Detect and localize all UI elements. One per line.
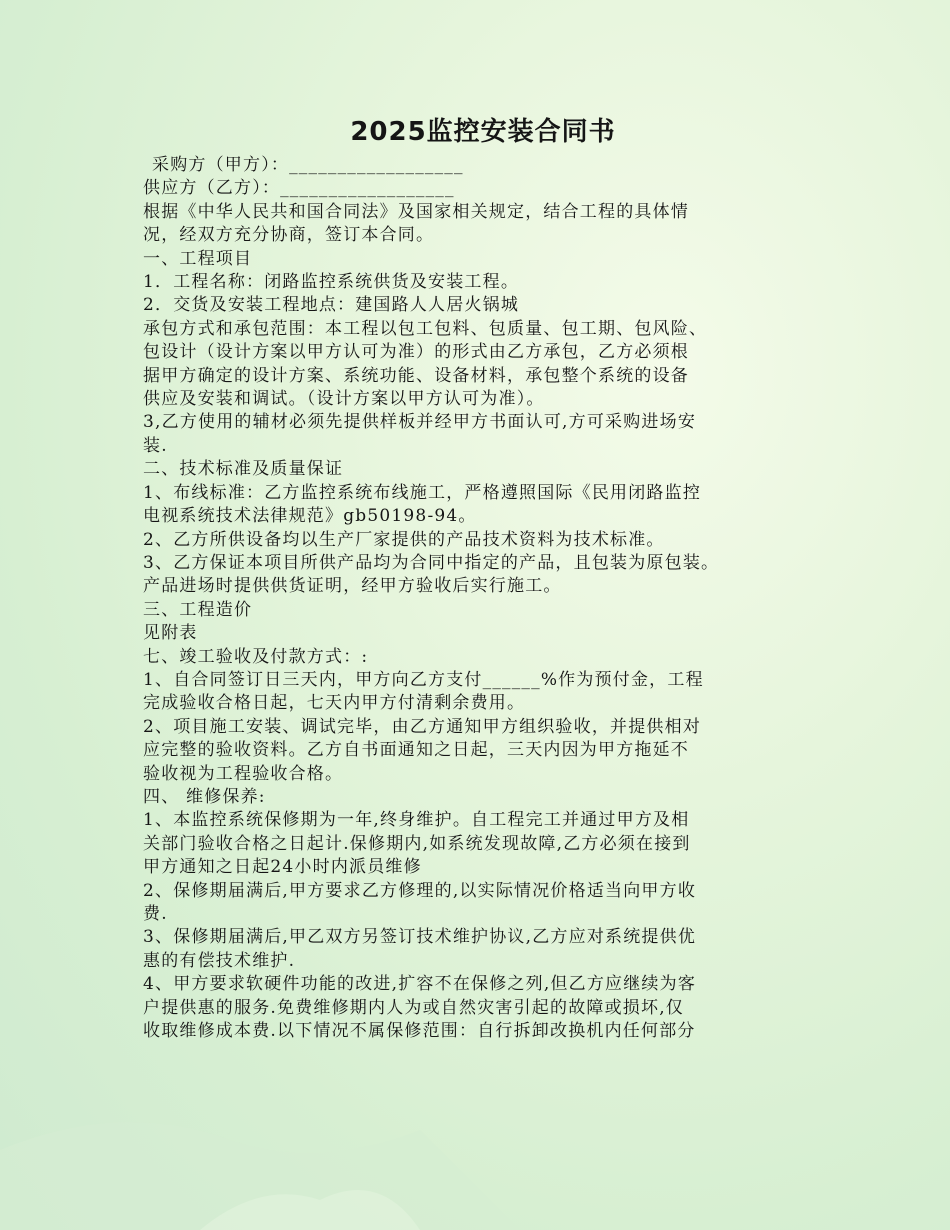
document-line: 供应方（乙方）：__________________	[143, 178, 455, 199]
document-line: 费.	[143, 904, 168, 924]
document-line: 2、乙方所供设备均以生产厂家提供的产品技术资料为技术标准。	[143, 529, 665, 550]
document-line: 惠的有偿技术维护.	[143, 950, 296, 971]
document-line: 3、乙方保证本项目所供产品均为合同中指定的产品，且包装为原包装。	[143, 552, 720, 573]
document-line: 2、保修期届满后,甲方要求乙方修理的,以实际情况价格适当向甲方收	[143, 880, 697, 901]
document-line: 3,乙方使用的辅材必须先提供样板并经甲方书面认可,方可采购进场安	[143, 412, 697, 433]
document-line: 采购方（甲方）：__________________	[152, 155, 464, 175]
document-line: 包设计（设计方案以甲方认可为准）的形式由乙方承包，乙方必须根	[143, 342, 689, 363]
document-line: 根据《中华人民共和国合同法》及国家相关规定，结合工程的具体情	[143, 201, 689, 222]
document-line: 七、竣工验收及付款方式：:	[143, 646, 369, 667]
document-line: 户提供惠的服务.免费维修期内人为或自然灾害引起的故障或损坏,仅	[143, 997, 685, 1018]
document-line: 据甲方确定的设计方案、系统功能、设备材料，承包整个系统的设备	[143, 365, 689, 386]
document-line: 供应及安装和调试。（设计方案以甲方认可为准）。	[143, 389, 545, 410]
document-line: 验收视为工程验收合格。	[143, 763, 344, 784]
document-line: 1．工程名称：闭路监控系统供货及安装工程。	[143, 272, 520, 293]
document-line: 2．交货及安装工程地点：建国路人人居火锅城	[143, 295, 520, 316]
document-line: 4、甲方要求软硬件功能的改进,扩容不在保修之列,但乙方应继续为客	[143, 974, 697, 995]
document-line: 一、工程项目	[143, 248, 253, 269]
document-line: 1、本监控系统保修期为一年,终身维护。自工程完工并通过甲方及相	[143, 810, 690, 831]
document-line: 装.	[143, 435, 168, 456]
document-line: 电视系统技术法律规范》gb50198-94。	[143, 506, 477, 527]
document-line: 甲方通知之日起24小时内派员维修	[143, 857, 422, 878]
document-line: 关部门验收合格之日起计.保修期内,如系统发现故障,乙方必须在接到	[143, 833, 691, 854]
document-line: 3、保修期届满后,甲乙双方另签订技术维护协议,乙方应对系统提供优	[143, 927, 697, 948]
document-line: 二、技术标准及质量保证	[143, 459, 344, 480]
document-line: 产品进场时提供供货证明，经甲方验收后实行施工。	[143, 576, 562, 597]
document-line: 2、项目施工安装、调试完毕，由乙方通知甲方组织验收，并提供相对	[143, 716, 702, 737]
document-line: 四、 维修保养:	[143, 786, 266, 807]
document-line: 见附表	[143, 623, 198, 644]
document-line: 收取维修成本费.以下情况不属保修范围：自行拆卸改换机内任何部分	[143, 1021, 696, 1042]
document-line: 完成验收合格日起，七天内甲方付清剩余费用。	[143, 693, 526, 714]
document-body	[143, 154, 823, 1043]
document-title: 2025监控安装合同书	[350, 117, 616, 147]
document-line: 承包方式和承包范围：本工程以包工包料、包质量、包工期、包风险、	[143, 318, 708, 339]
document-line: 1、布线标准：乙方监控系统布线施工，严格遵照国际《民用闭路监控	[143, 482, 702, 503]
document-line: 三、工程造价	[143, 599, 253, 620]
document-line: 况，经双方充分协商，签订本合同。	[143, 225, 435, 246]
document-line: 1、自合同签订日三天内，甲方向乙方支付______%作为预付金，工程	[143, 669, 704, 690]
contract-document	[143, 112, 823, 1043]
document-line: 应完整的验收资料。乙方自书面通知之日起，三天内因为甲方拖延不	[143, 740, 689, 761]
